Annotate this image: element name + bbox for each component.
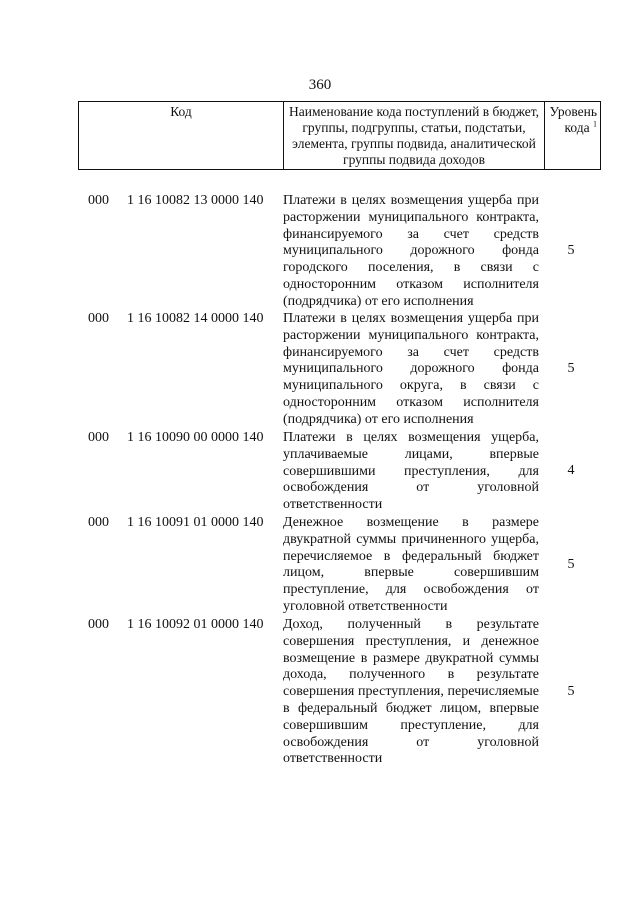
code-level: 5 — [567, 684, 575, 699]
header-code: Код — [79, 102, 284, 170]
header-level-line2 — [548, 120, 597, 136]
table-row — [78, 515, 601, 617]
code-level: 5 — [567, 557, 575, 572]
table-body — [78, 193, 601, 768]
table-row — [78, 311, 601, 430]
admin-code: 000 — [88, 430, 109, 445]
income-name: Платежи в целях возмещения ущерба при расторжении муниципального контракта, финансируемого за счет средств муниципального дорожного фонда муниципального округа, в связи с односторонним отказом исполнителя (подрядчика) от его исполнения — [283, 311, 539, 427]
admin-code: 000 — [88, 311, 109, 326]
admin-code: 000 — [88, 617, 109, 632]
code-level: 5 — [567, 243, 575, 258]
income-code: 1 16 10090 00 0000 140 — [127, 430, 264, 445]
income-name: Денежное возмещение в размере двукратной суммы причиненного ущерба, перечисляемое в федеральный бюджет лицом, впервые совершившим преступление, для освобождения от уголовной ответственности — [283, 515, 539, 614]
income-code: 1 16 10082 14 0000 140 — [127, 311, 264, 326]
header-name: Наименование кода поступлений в бюджет, группы, подгруппы, статьи, подстатьи, элемента, группы подвида, аналитической группы подвида доходов — [284, 102, 545, 170]
table-row — [78, 193, 601, 311]
table-header — [78, 101, 601, 170]
table-row — [78, 617, 601, 768]
income-code: 1 16 10082 13 0000 140 — [127, 193, 264, 208]
admin-code: 000 — [88, 193, 109, 208]
income-code: 1 16 10092 01 0000 140 — [127, 617, 264, 632]
income-name: Доход, полученный в результате совершения преступления, и денежное возмещение в размере двукратной суммы дохода, полученного в результате совершения преступления, перечисляемые в федеральный бюджет лицом, впервые совершившим преступление, для освобождения от уголовной ответственности — [283, 617, 539, 767]
table-row — [78, 430, 601, 515]
header-level-line1: Уровень — [549, 104, 597, 119]
code-level: 5 — [567, 361, 575, 376]
code-level: 4 — [567, 463, 575, 478]
header-level — [545, 102, 601, 170]
income-code: 1 16 10091 01 0000 140 — [127, 515, 264, 530]
footnote-marker: 1 — [593, 119, 597, 129]
income-name: Платежи в целях возмещения ущерба при расторжении муниципального контракта, финансируемого за счет средств муниципального дорожного фонда городского поселения, в связи с односторонним отказом исполнителя (подрядчика) от его исполнения — [283, 193, 539, 309]
header-level-word: кода — [564, 120, 590, 135]
income-name: Платежи в целях возмещения ущерба, уплачиваемые лицами, впервые совершившими преступления, для освобождения от уголовной ответственности — [283, 430, 539, 513]
admin-code: 000 — [88, 515, 109, 530]
page-number: 360 — [308, 77, 332, 93]
